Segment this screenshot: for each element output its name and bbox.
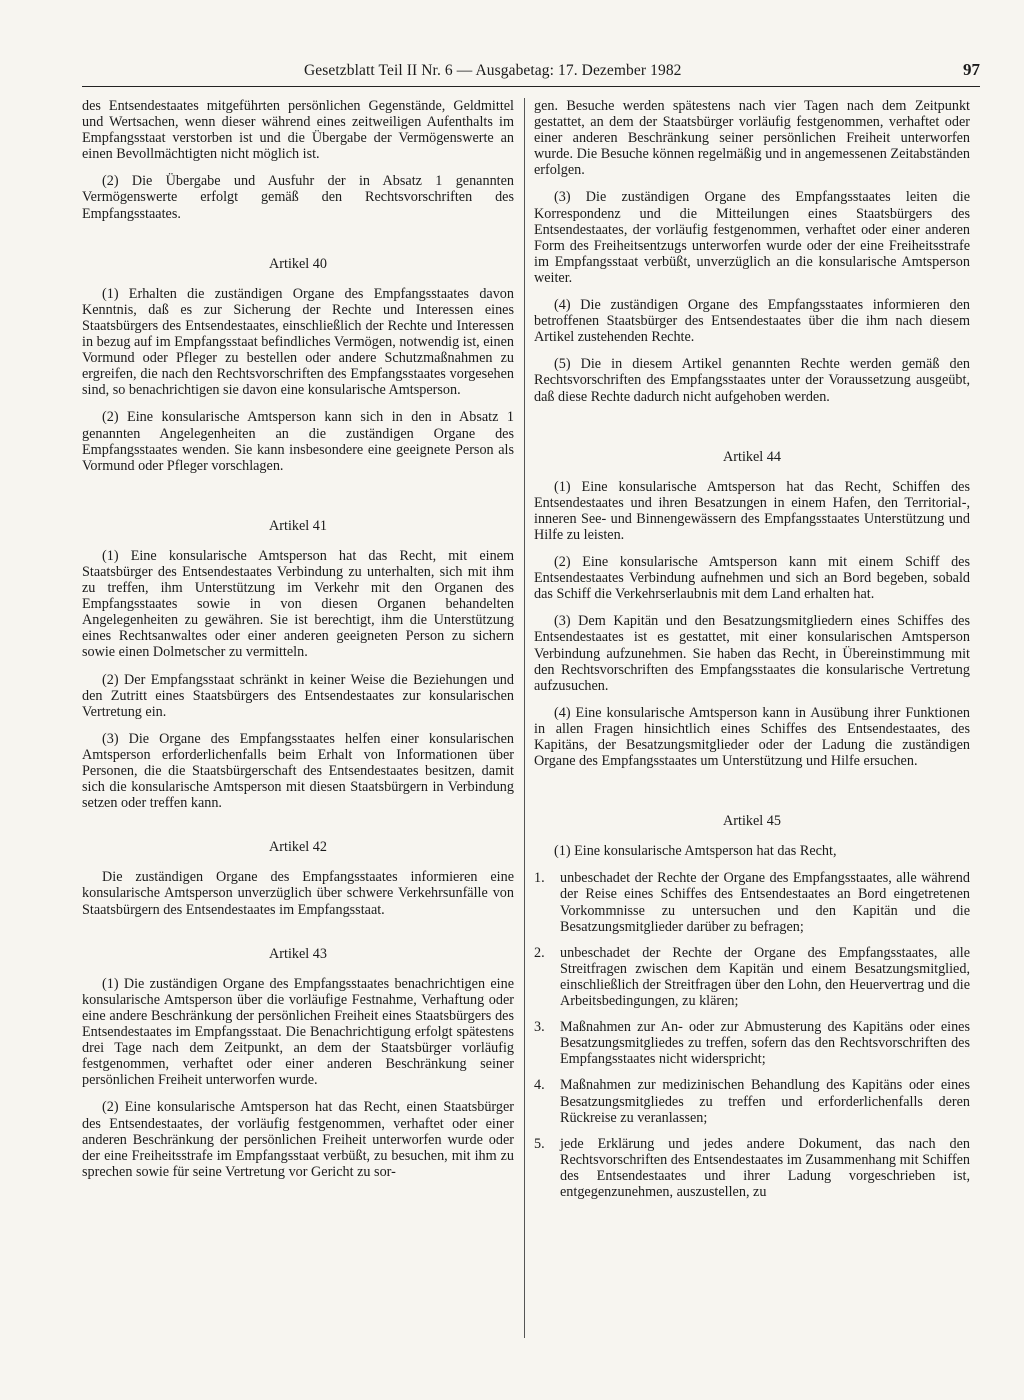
column-divider <box>524 98 525 1338</box>
list-item <box>534 870 970 934</box>
paragraph: (3) Die zuständigen Organe des Empfangsstaates leiten die Korrespondenz und die Mitteilungen eines Staatsbürgers des Entsendestaates, der vorläufig festgenommen, verhaftet oder einer anderen Form des Freiheitsentzugs unterworfen wurde oder der eine Freiheitsstrafe im Empfangsstaat verbüßt, unverzüglich an die konsularische Amtsperson weiter. <box>534 189 970 286</box>
list-item-text: unbeschadet der Rechte der Organe des Empfangsstaates, alle während der Reise eines Schiffes des Entsendestaates an Bord eingetretenen Vorkommnisse zu untersuchen und den Kapitän und die Besatzungsmitglieder darüber zu befragen; <box>560 870 970 935</box>
paragraph: (2) Die Übergabe und Ausfuhr der in Absatz 1 genannten Vermögenswerte erfolgt gemäß den Rechtsvorschriften des Empfangsstaates. <box>82 173 514 222</box>
paragraph: (5) Die in diesem Artikel genannten Rechte werden gemäß den Rechtsvorschriften des Empfangsstaates unter der Voraussetzung ausgeübt, daß diese Rechte dadurch nicht aufgehoben werden. <box>534 356 970 405</box>
list-item-number: 2. <box>534 944 545 961</box>
paragraph: gen. Besuche werden spätestens nach vier Tagen nach dem Zeitpunkt gestattet, an dem der Staatsbürger vorläufig festgenommen, verhaftet oder einer anderen Beschränkung seiner persönlichen Freiheit unterworfen wurde. Die Besuche können regelmäßig und in angemessenen Zeitabständen erfolgen. <box>534 98 970 179</box>
right-column <box>534 98 970 1210</box>
left-column <box>82 98 514 1191</box>
list-item-number: 3. <box>534 1019 545 1036</box>
article-heading: Artikel 43 <box>269 945 327 962</box>
list-item-text: Maßnahmen zur An- oder zur Abmusterung des Kapitäns oder eines Besatzungsmitgliedes zu treffen, sofern das den Rechtsvorschriften des Empfangsstaates nicht widerspricht; <box>560 1019 970 1068</box>
paragraph: (1) Erhalten die zuständigen Organe des Empfangsstaates davon Kenntnis, daß es zur Sicherung der Rechte und Interessen eines Staatsbürgers des Entsendestaates, einschließlich der Rechte und Interessen in bezug auf im Empfangsstaat befindliches Vermögen, notwendig ist, einen Vormund oder Pfleger zu bestellen oder andere Schutzmaßnahmen zu ergreifen, die nach den Rechtsvorschriften des Empfangsstaates vorgesehen sind, so benachrichtigen sie davon eine konsularische Amtsperson. <box>82 285 514 399</box>
list-item <box>534 1136 970 1200</box>
header-title: Gesetzblatt Teil II Nr. 6 — Ausgabetag: 17. Dezember 1982 <box>304 62 682 79</box>
list-item-text: jede Erklärung und jedes andere Dokument, das nach den Rechtsvorschriften des Entsendestaates im Zusammenhang mit Schiffen des Entsendestaates und ihrer Ladung vorgeschrieben ist, entgegenzunehmen, auszustellen, zu <box>560 1135 970 1200</box>
paragraph: Die zuständigen Organe des Empfangsstaates informieren eine konsularische Amtsperson unverzüglich über schwere Verkehrsunfälle von Staatsbürgern des Entsendestaates im Empfangsstaat. <box>82 869 514 918</box>
article-heading: Artikel 40 <box>269 255 327 272</box>
paragraph: (3) Dem Kapitän und den Besatzungsmitgliedern eines Schiffes des Entsendestaates ist es gestattet, mit einer konsularischen Amtsperson Verbindung aufzunehmen. Sie haben das Recht, in Übereinstimmung mit den Rechtsvorschriften des Empfangsstaates die konsularische Vertretung aufzusuchen. <box>534 613 970 694</box>
list-item-number: 4. <box>534 1077 545 1094</box>
page-header <box>82 62 980 87</box>
list-item-number: 5. <box>534 1135 545 1152</box>
article-heading: Artikel 41 <box>269 517 327 534</box>
article-heading: Artikel 42 <box>269 839 327 856</box>
paragraph: (3) Die Organe des Empfangsstaates helfen einer konsularischen Amtsperson erforderlichenfalls beim Erhalt von Informationen über Personen, die die Staatsbürgerschaft des Entsendestaates besitzen, damit sich die konsularische Amtsperson mit diesen Staatsbürgern in Verbindung setzen oder treffen kann. <box>82 730 514 812</box>
paragraph: (2) Der Empfangsstaat schränkt in keiner Weise die Beziehungen und den Zutritt eines Staatsbürgers des Entsendestaates zur konsularischen Vertretung ein. <box>82 671 514 720</box>
paragraph: (1) Eine konsularische Amtsperson hat das Recht, <box>554 843 837 860</box>
paragraph: (4) Eine konsularische Amtsperson kann in Ausübung ihrer Funktionen in allen Fragen hinsichtlich eines Schiffes des Entsendestaates, des Kapitäns, der Besatzungsmitglieder oder der Ladung die zuständigen Organe des Empfangsstaates um Unterstützung und Hilfe ersuchen. <box>534 704 970 770</box>
article-heading: Artikel 44 <box>723 448 781 465</box>
list-item <box>534 1019 970 1067</box>
paragraph: (4) Die zuständigen Organe des Empfangsstaates informieren den betroffenen Staatsbürger des Entsendestaates über die ihm nach diesem Artikel zustehenden Rechte. <box>534 297 970 346</box>
paragraph: (2) Eine konsularische Amtsperson hat das Recht, einen Staatsbürger des Entsendestaates, der vorläufig festgenommen, verhaftet oder einer anderen Beschränkung der persönlichen Freiheit unterworfen wurde oder der eine Freiheitsstrafe im Empfangsstaat verbüßt, zu besuchen, mit ihm zu sprechen sowie für seine Vertretung vor Gericht zu sor- <box>82 1099 514 1180</box>
paragraph: (1) Eine konsularische Amtsperson hat das Recht, mit einem Staatsbürger des Entsendestaates Verbindung zu unterhalten, sich mit ihm zu treffen, ihm Unterstützung im Verkehr mit den Organen des Empfangsstaates sowie in von diesen Organen behandelten Angelegenheiten zu gewähren. Sie ist berechtigt, ihm die Unterstützung eines Rechtsanwaltes oder einer anderen geeigneten Person zu sichern sowie einen Dolmetscher zu vermitteln. <box>82 547 514 661</box>
page-number: 97 <box>963 60 980 79</box>
list-item-text: unbeschadet der Rechte der Organe des Empfangsstaates, alle Streitfragen zwischen dem Kapitän und einem Besatzungsmitglied, einschließlich der Streitfragen über den Lohn, den Heuervertrag und die Arbeitsbedingungen, zu klären; <box>560 944 970 1010</box>
article-heading: Artikel 45 <box>723 813 781 830</box>
paragraph: (1) Eine konsularische Amtsperson hat das Recht, Schiffen des Entsendestaates und ihren Besatzungen in einem Hafen, den Territorial-, inneren See- und Binnengewässern des Empfangsstaates Unterstützung und Hilfe zu leisten. <box>534 478 970 543</box>
numbered-list <box>534 870 970 1200</box>
list-item-number: 1. <box>534 870 545 887</box>
list-item <box>534 1077 970 1125</box>
paragraph: (1) Die zuständigen Organe des Empfangsstaates benachrichtigen eine konsularische Amtsperson über die vorläufige Festnahme, Verhaftung oder eine andere Beschränkung der persönlichen Freiheit eines Staatsbürgers des Entsendestaates im Empfangsstaat. Die Benachrichtigung erfolgt spätestens drei Tage nach dem Zeitpunkt, an dem der Staatsbürger vorläufig festgenommen, verhaftet oder einer anderen Beschränkung seiner persönlichen Freiheit unterworfen wurde. <box>82 975 514 1089</box>
paragraph: (2) Eine konsularische Amtsperson kann mit einem Schiff des Entsendestaates Verbindung aufnehmen und sich an Bord begeben, sobald das Schiff die Verkehrserlaubnis mit dem Land erhalten hat. <box>534 554 970 603</box>
paragraph: (2) Eine konsularische Amtsperson kann sich in den in Absatz 1 genannten Angelegenheiten an die zuständigen Organe des Empfangsstaates wenden. Sie kann insbesondere eine geeignete Person als Vormund oder Pfleger vorschlagen. <box>82 409 514 474</box>
list-item-text: Maßnahmen zur medizinischen Behandlung des Kapitäns oder eines Besatzungsmitgliedes zu treffen und erforderlichenfalls deren Rückreise zu veranlassen; <box>560 1077 970 1126</box>
paragraph: des Entsendestaates mitgeführten persönlichen Gegenstände, Geldmittel und Wertsachen, wenn dieser während eines zeitweiligen Aufenthalts im Empfangsstaat verstorben ist und die Übergabe der Vermögenswerte an einen Bevollmächtigten nicht möglich ist. <box>82 98 514 163</box>
list-item <box>534 945 970 1009</box>
